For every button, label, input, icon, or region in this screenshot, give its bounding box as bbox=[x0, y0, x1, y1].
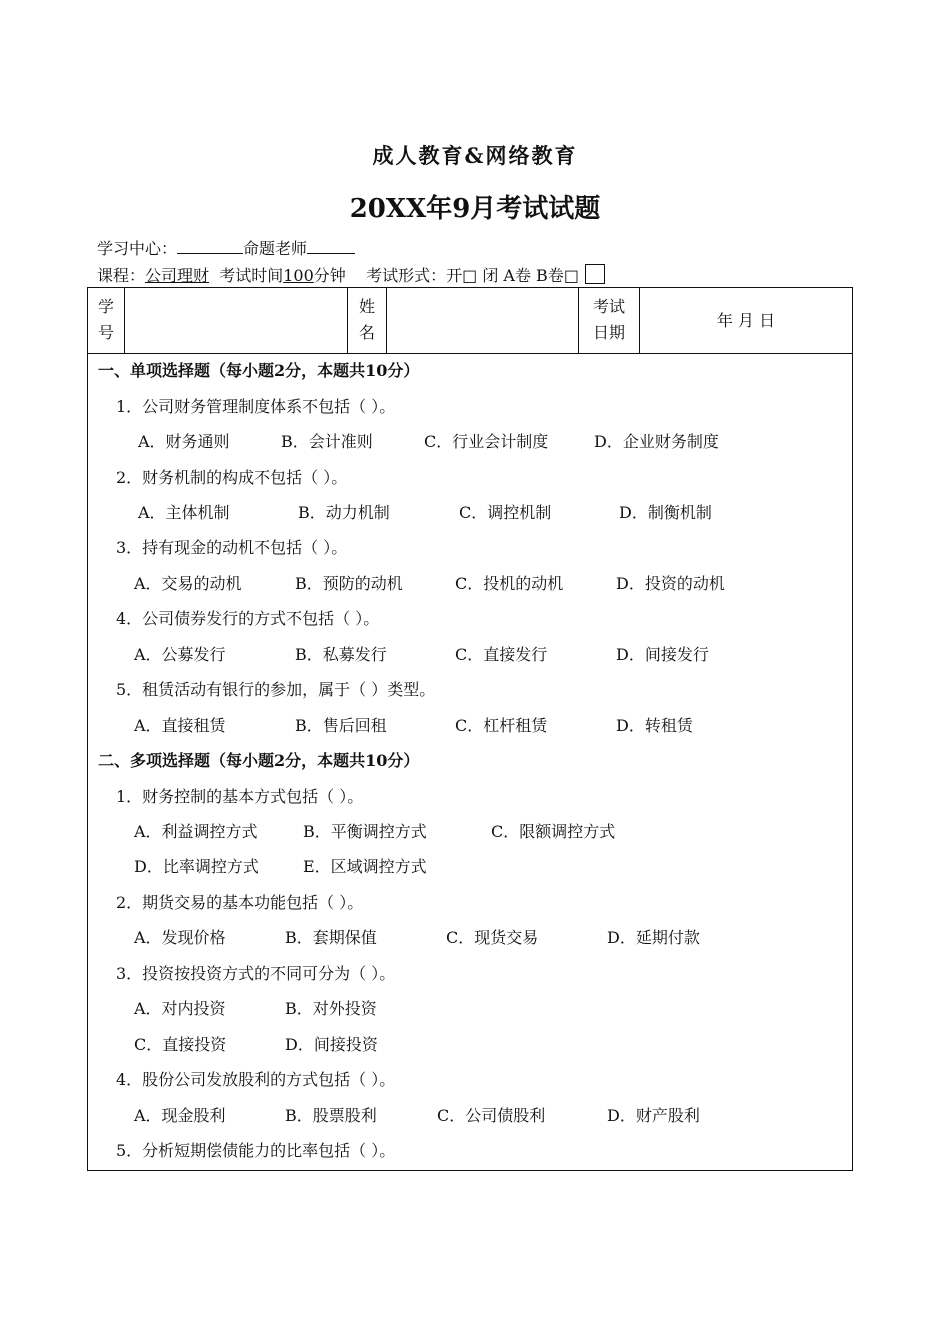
option: D．投资的动机 bbox=[616, 574, 725, 593]
option: C．公司债股利 bbox=[437, 1106, 546, 1125]
question: 4．公司债券发行的方式不包括（ ）。 bbox=[116, 609, 380, 628]
question: 5．租赁活动有银行的参加，属于（ ）类型。 bbox=[116, 680, 436, 699]
option: E．区域调控方式 bbox=[303, 857, 427, 876]
exam-date-label: 考试 日期 bbox=[592, 297, 625, 342]
option: B．会计准则 bbox=[281, 432, 373, 451]
option: D．企业财务制度 bbox=[594, 432, 719, 451]
option: C．现货交易 bbox=[446, 928, 539, 947]
center-blank[interactable] bbox=[177, 237, 243, 254]
question: 4．股份公司发放股利的方式包括（ ）。 bbox=[116, 1070, 396, 1089]
teacher-label: 命题老师 bbox=[243, 239, 308, 258]
option: D．转租赁 bbox=[616, 716, 693, 735]
option: B．售后回租 bbox=[295, 716, 387, 735]
option: A．主体机制 bbox=[138, 503, 230, 522]
option: A．交易的动机 bbox=[134, 574, 242, 593]
option: B．套期保值 bbox=[285, 928, 377, 947]
exam-title: 20XX年9月考试试题 bbox=[349, 194, 601, 224]
question: 5．分析短期偿债能力的比率包括（ ）。 bbox=[116, 1141, 396, 1160]
exam-form: 考试形式：开□ 闭 A卷 B卷□ bbox=[366, 266, 579, 285]
question: 1．公司财务管理制度体系不包括（ ）。 bbox=[116, 397, 396, 416]
option: A．公募发行 bbox=[134, 645, 226, 664]
option: A．发现价格 bbox=[134, 928, 226, 947]
question: 3．投资按投资方式的不同可分为（ ）。 bbox=[116, 964, 396, 983]
option: C．投机的动机 bbox=[455, 574, 564, 593]
option: A．现金股利 bbox=[134, 1106, 226, 1125]
info-line-2 bbox=[97, 263, 605, 286]
option: C．直接投资 bbox=[134, 1035, 227, 1054]
option: D．比率调控方式 bbox=[134, 857, 259, 876]
question: 2．期货交易的基本功能包括（ ）。 bbox=[116, 893, 364, 912]
info-line-1 bbox=[97, 236, 355, 259]
option: B．股票股利 bbox=[285, 1106, 377, 1125]
option: C．调控机制 bbox=[459, 503, 552, 522]
course-value: 公司理财 bbox=[145, 266, 210, 285]
question: 1．财务控制的基本方式包括（ ）。 bbox=[116, 787, 364, 806]
option: D．间接发行 bbox=[616, 645, 709, 664]
option: A．利益调控方式 bbox=[134, 822, 258, 841]
option: D．制衡机制 bbox=[619, 503, 712, 522]
option: D．财产股利 bbox=[607, 1106, 700, 1125]
name-field[interactable] bbox=[387, 294, 578, 348]
option: B．私募发行 bbox=[295, 645, 387, 664]
option: C．限额调控方式 bbox=[491, 822, 616, 841]
option: B．平衡调控方式 bbox=[303, 822, 427, 841]
time-value: 100 bbox=[283, 266, 314, 285]
checkbox[interactable] bbox=[585, 264, 605, 284]
exam-frame bbox=[87, 287, 853, 1171]
student-no-label: 学 号 bbox=[97, 297, 114, 342]
section-title: 一、单项选择题（每小题2分，本题共10分） bbox=[98, 361, 420, 380]
header-row bbox=[88, 288, 852, 354]
center-label: 学习中心： bbox=[97, 239, 178, 258]
name-label: 姓 名 bbox=[358, 297, 375, 342]
question: 3．持有现金的动机不包括（ ）。 bbox=[116, 538, 348, 557]
question: 2．财务机制的构成不包括（ ）。 bbox=[116, 468, 348, 487]
exam-date-value: 年 月 日 bbox=[716, 311, 776, 330]
option: B．预防的动机 bbox=[295, 574, 403, 593]
option: B．对外投资 bbox=[285, 999, 377, 1018]
teacher-blank[interactable] bbox=[307, 237, 355, 254]
course-label: 课程： bbox=[97, 266, 146, 285]
time-unit: 分钟 bbox=[313, 266, 346, 285]
option: C．杠杆租赁 bbox=[455, 716, 548, 735]
org-title: 成人教育&网络教育 bbox=[372, 143, 578, 168]
option: C．直接发行 bbox=[455, 645, 548, 664]
time-label: 考试时间 bbox=[219, 266, 284, 285]
option: A．直接租赁 bbox=[134, 716, 226, 735]
option: C．行业会计制度 bbox=[424, 432, 549, 451]
section-title: 二、多项选择题（每小题2分，本题共10分） bbox=[98, 751, 420, 770]
option: B．动力机制 bbox=[298, 503, 390, 522]
option: D．延期付款 bbox=[607, 928, 700, 947]
option: A．对内投资 bbox=[134, 999, 226, 1018]
option: D．间接投资 bbox=[285, 1035, 378, 1054]
option: A．财务通则 bbox=[138, 432, 230, 451]
student-no-field[interactable] bbox=[125, 294, 347, 348]
